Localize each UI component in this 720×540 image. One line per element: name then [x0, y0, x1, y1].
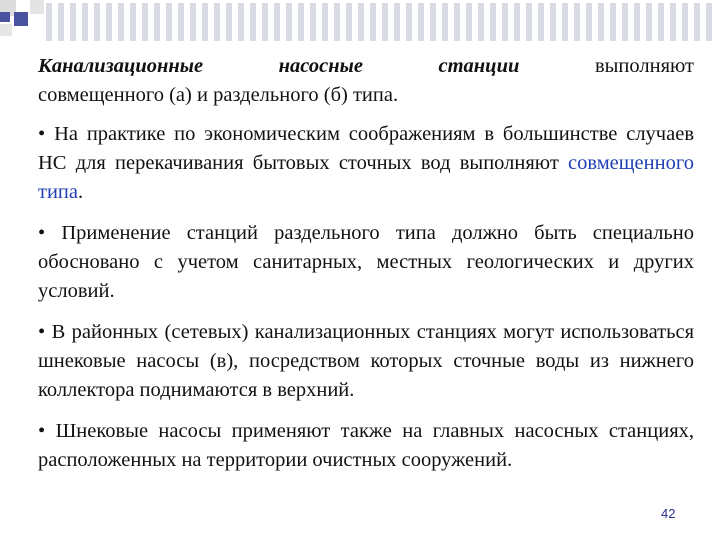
- title-line-2: совмещенного (а) и раздельного (б) типа.: [38, 84, 399, 106]
- slide-body: [38, 52, 694, 487]
- page-number: 42: [661, 506, 676, 521]
- title-rest: выполняют: [594, 55, 695, 77]
- header-decoration: [0, 0, 720, 48]
- title-line-1: [38, 52, 694, 81]
- bullet-4-text: Шнековые насосы применяют также на главных насосных станциях, расположенных на территории очистных сооружений.: [38, 420, 694, 471]
- bullet-marker: •: [38, 222, 46, 244]
- bullet-marker: •: [38, 123, 46, 145]
- bullet-1-highlight: совмещенного типа: [38, 152, 694, 203]
- slide-title: [38, 52, 694, 110]
- bullet-marker: •: [38, 321, 46, 343]
- bullet-1-text: На практике по экономическим соображениям в большинстве случаев НС для перекачивания бытовых сточных вод выполняют: [38, 123, 694, 174]
- bullet-1-end: .: [78, 181, 84, 203]
- bullet-2: [38, 219, 694, 306]
- bullet-4: [38, 417, 694, 475]
- bullet-1: [38, 120, 694, 207]
- bullet-marker: •: [38, 420, 46, 442]
- bullet-3-text: В районных (сетевых) канализационных станциях могут использоваться шнековые насосы (в), посредством которых сточные воды из нижнего коллектора поднимаются в верхний.: [38, 321, 694, 401]
- bullet-2-text: Применение станций раздельного типа должно быть специально обосновано с учетом санитарных, местных геологических и других условий.: [38, 222, 695, 302]
- bullet-3: [38, 318, 694, 405]
- title-emphasis: Канализационные насосные станции: [38, 55, 520, 77]
